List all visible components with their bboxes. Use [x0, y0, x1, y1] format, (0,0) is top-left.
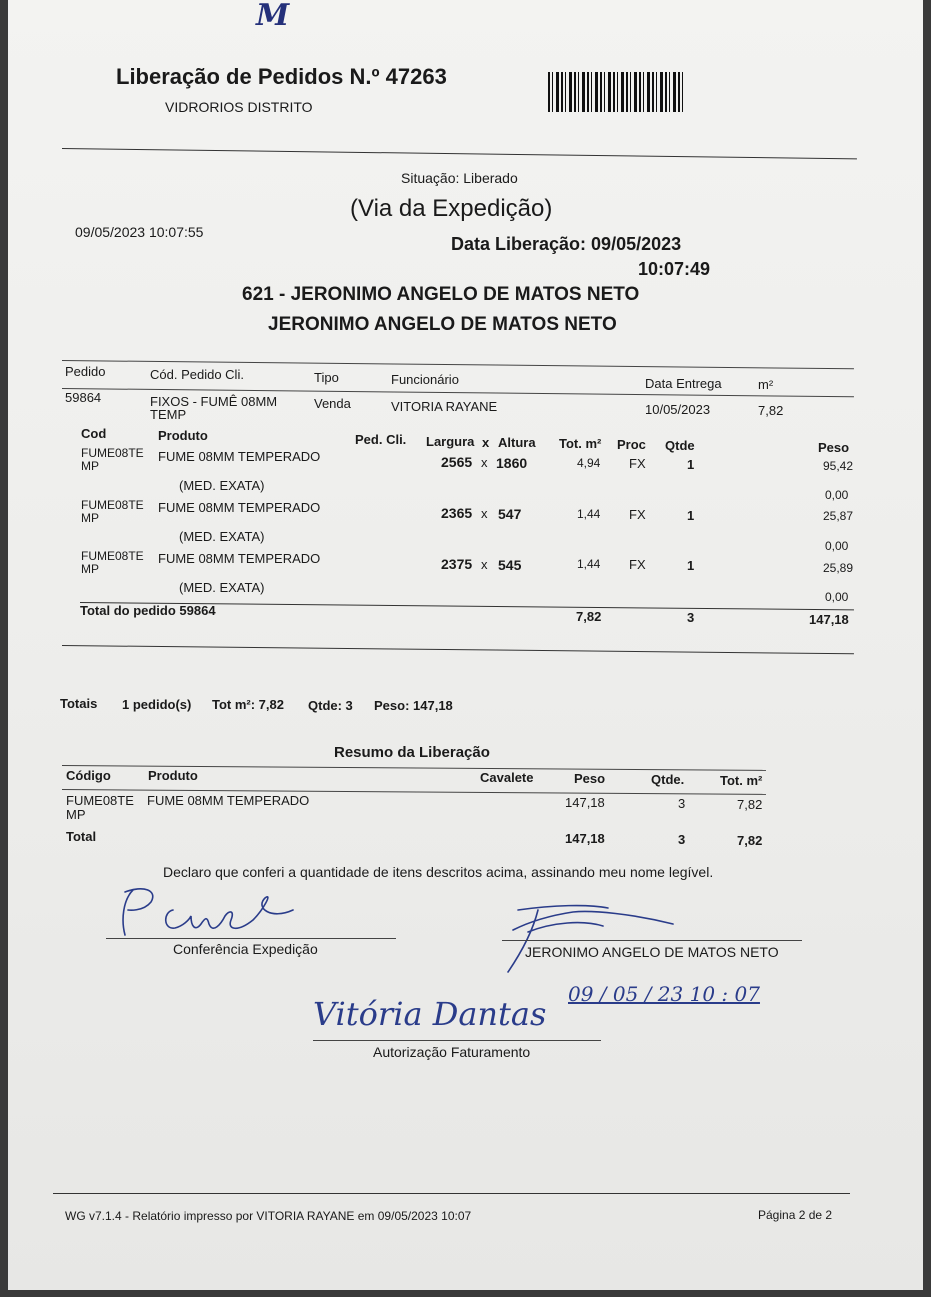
resumo-col-codigo: Código [66, 768, 111, 783]
signature-line [502, 940, 802, 941]
item-peso: 25,89 [823, 561, 854, 575]
cod-cli-line-2: TEMP [150, 407, 187, 422]
item-obs: (MED. EXATA) [179, 478, 265, 493]
item-altura: 1860 [496, 455, 528, 471]
signature-conferencia [103, 880, 323, 950]
autorizacao-label: Autorização Faturamento [373, 1044, 531, 1060]
signature-line [106, 938, 396, 939]
item-x: x [481, 506, 488, 521]
footer-page: Página 2 de 2 [758, 1208, 833, 1222]
item-peso: 25,87 [823, 509, 854, 523]
item-tot: 4,94 [577, 456, 601, 470]
divider [62, 148, 857, 159]
item-altura: 545 [498, 557, 522, 573]
item-proc: FX [629, 456, 646, 471]
data-liberacao-time: 10:07:49 [638, 259, 711, 279]
item-tot: 1,44 [577, 557, 601, 571]
item-produto: FUME 08MM TEMPERADO [158, 500, 321, 515]
col-pedido: Pedido [65, 364, 106, 379]
divider [62, 645, 854, 654]
item-obs: (MED. EXATA) [179, 529, 265, 544]
items-col-ped-cli: Ped. Cli. [355, 432, 407, 447]
item-cod: FUME08TE [81, 446, 144, 460]
signature-cliente [493, 900, 693, 975]
item-peso-2: 0,00 [825, 539, 849, 553]
document-title: Liberação de Pedidos N.º 47263 [116, 64, 447, 89]
cod-cli-line-1: FIXOS - FUMÊ 08MM [150, 394, 278, 409]
item-obs: (MED. EXATA) [179, 580, 265, 595]
resumo-total-peso: 147,18 [565, 831, 605, 846]
footer-divider [53, 1193, 850, 1194]
col-cod-pedido-cli: Cód. Pedido Cli. [150, 367, 244, 382]
resumo-total-qtde: 3 [678, 832, 686, 847]
handwritten-date: 09 / 05 / 23 10 : 07 [568, 982, 760, 1006]
footer-left: WG v7.1.4 - Relatório impresso por VITORIA RAYANE em 09/05/2023 10:07 [65, 1209, 472, 1223]
handwritten-signature-name: Vitória Dantas [313, 995, 547, 1033]
items-col-tot-m2: Tot. m² [559, 436, 602, 451]
resumo-col-produto: Produto [148, 768, 198, 783]
resumo-tot: 7,82 [737, 797, 763, 812]
items-col-produto: Produto [158, 428, 208, 443]
resumo-peso: 147,18 [565, 795, 605, 810]
print-datetime: 09/05/2023 10:07:55 [75, 224, 204, 240]
data-liberacao: Data Liberação: 09/05/2023 [451, 234, 682, 254]
item-altura: 547 [498, 506, 522, 522]
situacao: Situação: Liberado [401, 170, 518, 186]
item-cod: FUME08TE [81, 549, 144, 563]
item-proc: FX [629, 507, 646, 522]
col-tipo: Tipo [314, 370, 339, 385]
totals-m2: Tot m²: 7,82 [212, 697, 284, 712]
item-cod: MP [81, 562, 99, 576]
via-label: (Via da Expedição) [350, 195, 553, 222]
resumo-col-tot-m2: Tot. m² [720, 773, 763, 788]
signature-line [313, 1040, 601, 1041]
pedido-number: 59864 [65, 390, 102, 405]
resumo-col-qtde: Qtde. [651, 772, 685, 787]
item-cod: FUME08TE [81, 498, 144, 512]
handwritten-mark: M [256, 0, 290, 33]
m2-value: 7,82 [758, 403, 784, 418]
resumo-col-cavalete: Cavalete [480, 770, 534, 785]
order-total-m2: 7,82 [576, 609, 602, 624]
barcode [548, 72, 686, 112]
items-col-qtde: Qtde [665, 438, 695, 453]
item-largura: 2375 [441, 556, 473, 572]
resumo-cod: MP [66, 807, 86, 822]
resumo-produto: FUME 08MM TEMPERADO [147, 793, 310, 808]
order-total-label: Total do pedido 59864 [80, 603, 216, 618]
resumo-qtde: 3 [678, 796, 686, 811]
item-cod: MP [81, 511, 99, 525]
resumo-total-tot: 7,82 [737, 833, 763, 848]
col-m2: m² [758, 377, 774, 392]
items-col-altura: Altura [498, 435, 536, 450]
totals-label: Totais [60, 696, 98, 711]
item-x: x [481, 557, 488, 572]
company-name: VIDRORIOS DISTRITO [165, 99, 313, 115]
item-produto: FUME 08MM TEMPERADO [158, 551, 321, 566]
items-col-proc: Proc [617, 437, 646, 452]
resumo-col-peso: Peso [574, 771, 606, 786]
data-entrega-value: 10/05/2023 [645, 402, 711, 417]
item-produto: FUME 08MM TEMPERADO [158, 449, 321, 464]
tipo-value: Venda [314, 396, 351, 411]
resumo-cod: FUME08TE [66, 793, 134, 808]
totals-peso: Peso: 147,18 [374, 698, 453, 713]
item-qtde: 1 [687, 558, 695, 573]
funcionario-value: VITORIA RAYANE [391, 399, 498, 414]
item-largura: 2565 [441, 454, 473, 470]
item-cod: MP [81, 459, 99, 473]
cliente-name: JERONIMO ANGELO DE MATOS NETO [525, 944, 779, 960]
totals-pedidos: 1 pedido(s) [122, 697, 192, 712]
order-total-peso: 147,18 [809, 612, 849, 627]
document-page [8, 0, 923, 1290]
col-funcionario: Funcionário [391, 372, 459, 387]
client-line-2: JERONIMO ANGELO DE MATOS NETO [268, 314, 617, 335]
item-qtde: 1 [687, 457, 695, 472]
conferencia-label: Conferência Expedição [173, 941, 318, 957]
item-tot: 1,44 [577, 507, 601, 521]
item-proc: FX [629, 557, 646, 572]
item-qtde: 1 [687, 508, 695, 523]
item-x: x [481, 455, 488, 470]
items-col-x: x [482, 435, 490, 450]
order-total-qtde: 3 [687, 610, 695, 625]
item-peso-2: 0,00 [825, 590, 849, 604]
declaration: Declaro que conferi a quantidade de itens descritos acima, assinando meu nome legível. [163, 864, 714, 880]
item-peso: 95,42 [823, 459, 854, 473]
item-peso-2: 0,00 [825, 488, 849, 502]
resumo-total-label: Total [66, 829, 97, 844]
item-largura: 2365 [441, 505, 473, 521]
items-col-largura: Largura [426, 434, 475, 449]
items-col-cod: Cod [81, 426, 107, 441]
client-line-1: 621 - JERONIMO ANGELO DE MATOS NETO [242, 284, 640, 305]
resumo-title: Resumo da Liberação [334, 744, 490, 761]
items-col-peso: Peso [818, 440, 850, 455]
col-data-entrega: Data Entrega [645, 376, 722, 391]
totals-qtde: Qtde: 3 [308, 698, 353, 713]
